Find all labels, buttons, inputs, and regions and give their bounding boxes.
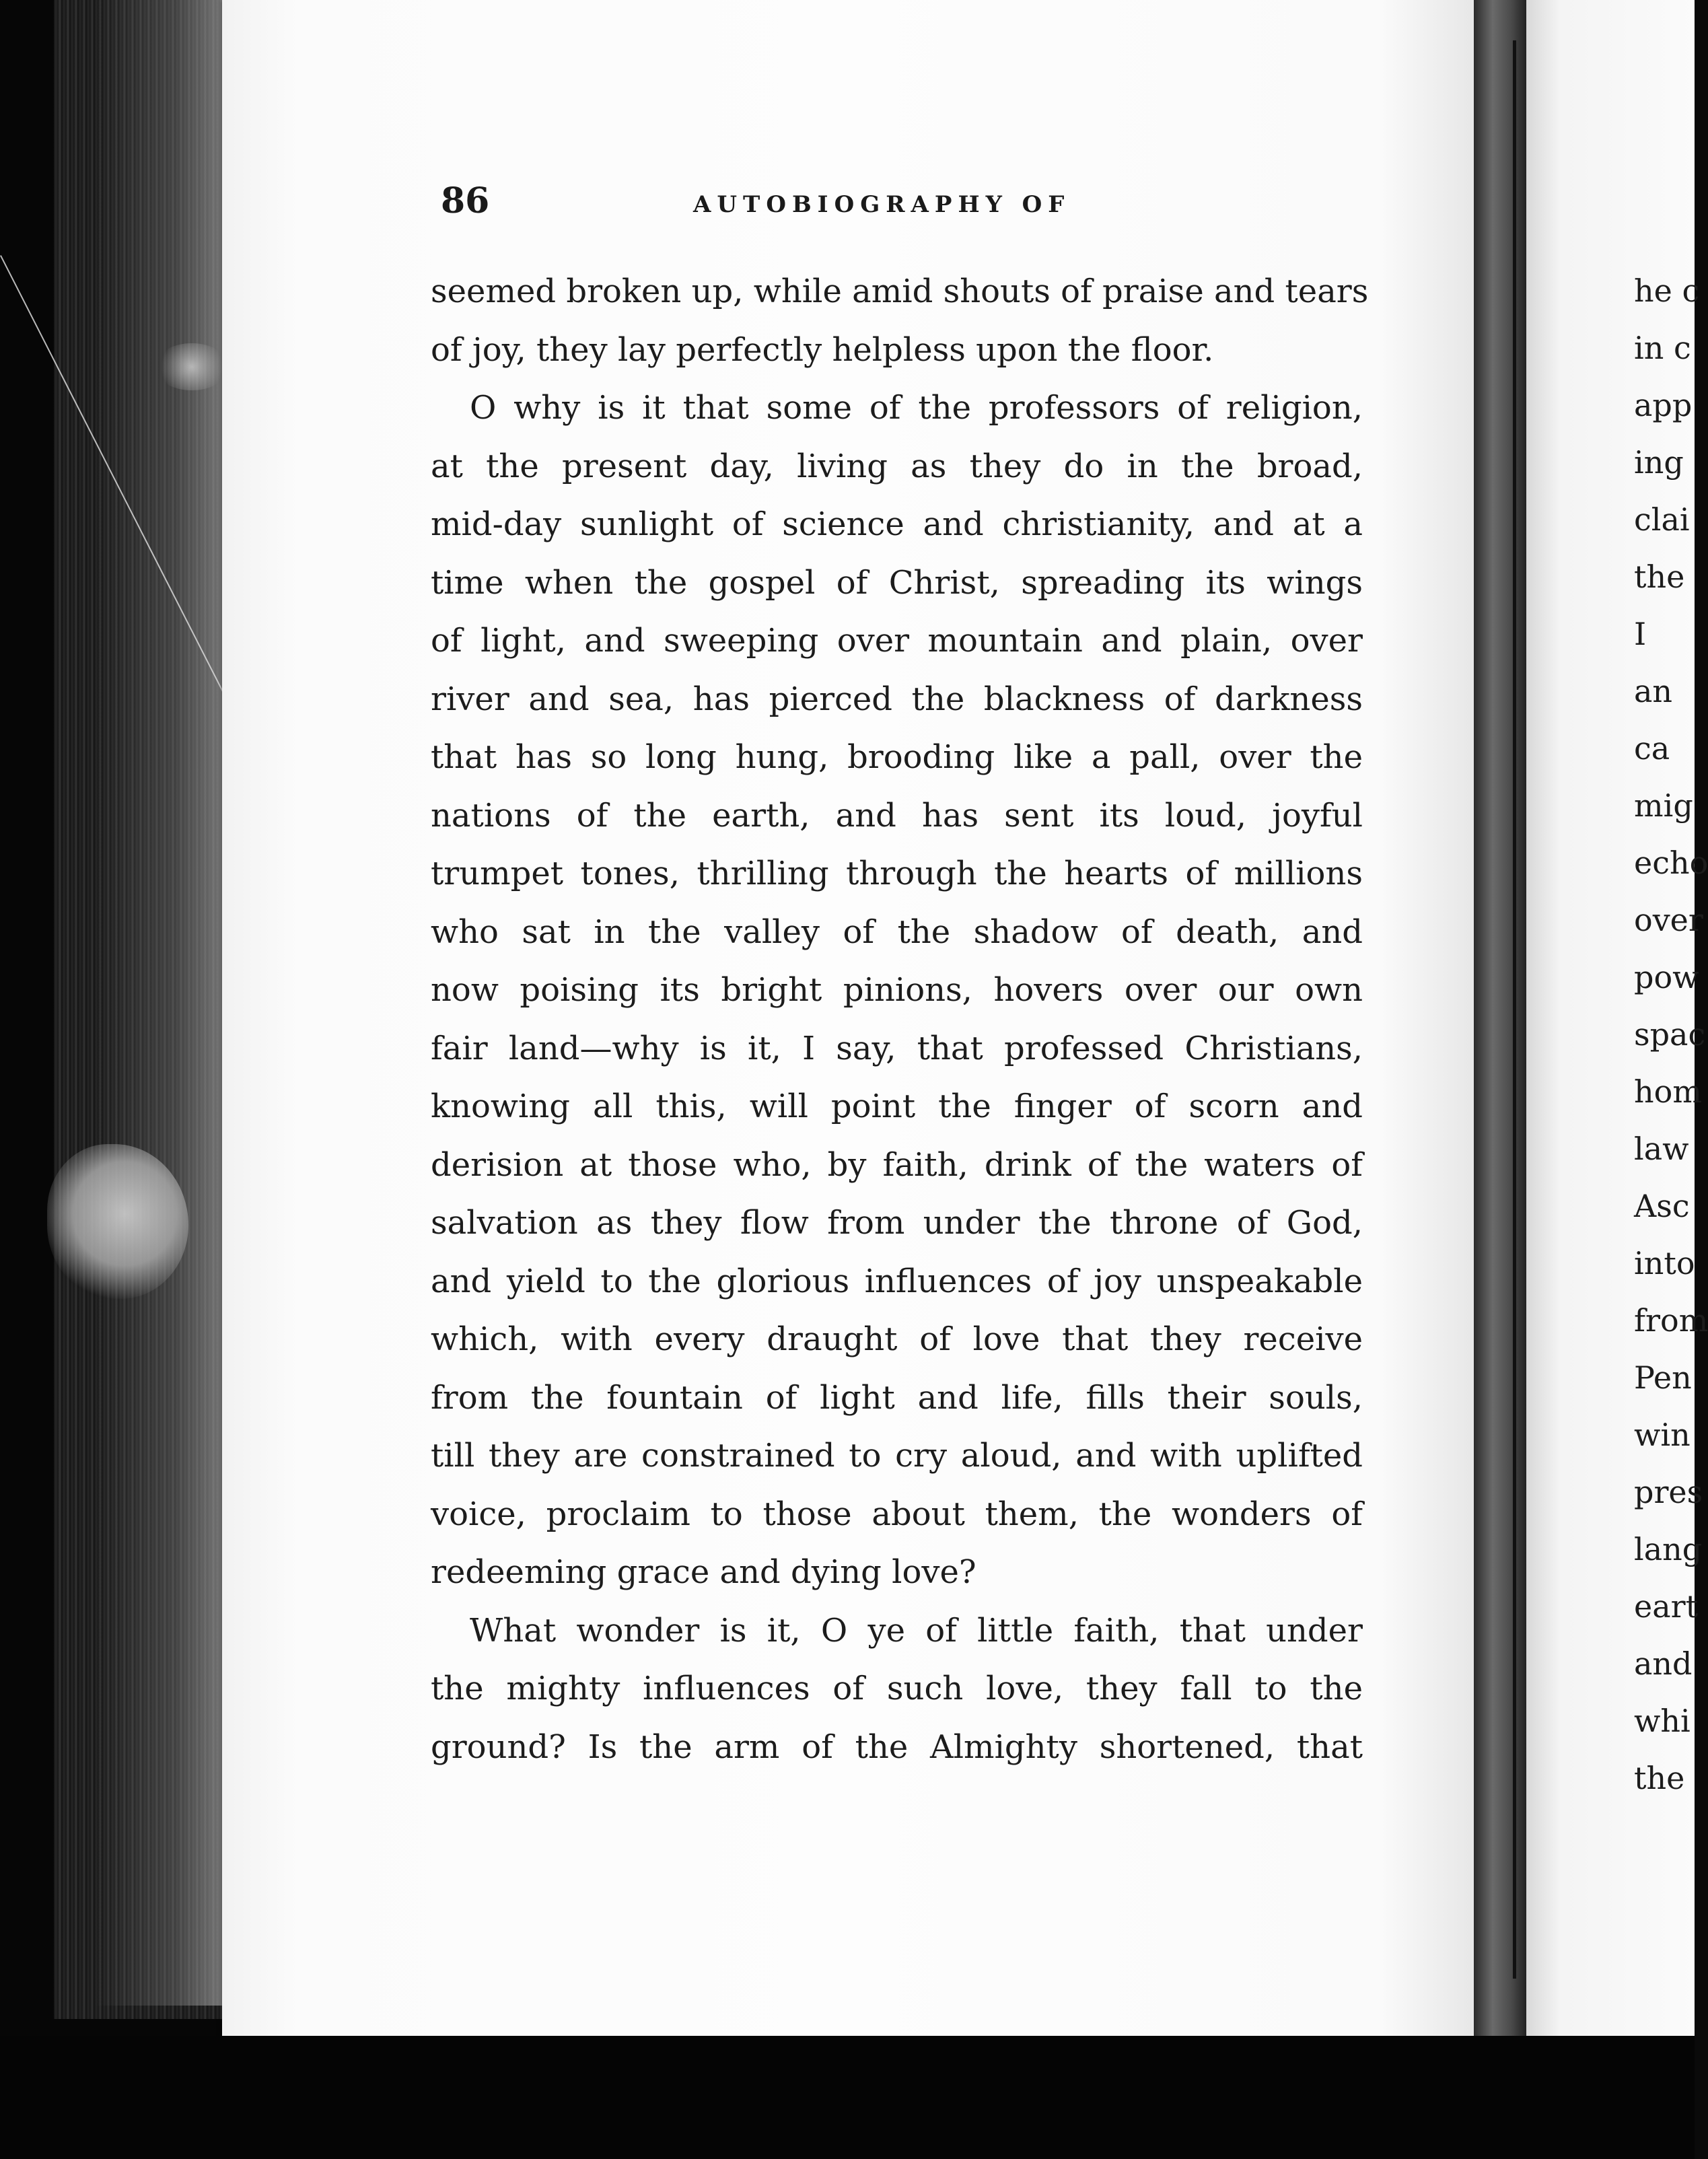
text-line: from the fountain of light and life, fills their souls,: [431, 1378, 1363, 1417]
text-line: redeeming grace and dying love?: [431, 1553, 976, 1591]
facing-page-text: [1634, 262, 1708, 1807]
facing-text-fragment: app: [1634, 387, 1693, 423]
text-line: seemed broken up, while amid shouts of praise and tears: [431, 273, 1369, 310]
facing-text-fragment: pow: [1634, 959, 1699, 995]
facing-text-fragment: Asc: [1634, 1188, 1690, 1224]
facing-text-fragment: win: [1634, 1417, 1691, 1453]
facing-text-fragment: pres: [1634, 1474, 1703, 1510]
facing-text-fragment: into: [1634, 1245, 1695, 1281]
facing-text-fragment: in c: [1634, 330, 1691, 366]
text-line: derision at those who, by faith, drink of the waters of: [431, 1145, 1363, 1184]
facing-text-fragment: he c: [1634, 273, 1700, 309]
facing-text-fragment: the: [1634, 1760, 1685, 1796]
facing-text-fragment: law: [1634, 1131, 1689, 1167]
page-header: [441, 180, 1383, 234]
text-line: nations of the earth, and has sent its loud, joyful: [431, 796, 1363, 835]
facing-text-fragment: lang: [1634, 1531, 1703, 1567]
text-line: voice, proclaim to those about them, the wonders of: [431, 1495, 1363, 1533]
text-line: trumpet tones, thrilling through the hearts of millions: [431, 855, 1363, 892]
facing-text-fragment: the: [1634, 559, 1685, 595]
facing-text-fragment: clai: [1634, 501, 1690, 538]
facing-text-fragment: ing: [1634, 444, 1684, 481]
facing-text-fragment: I: [1634, 616, 1647, 652]
text-line: of light, and sweeping over mountain and plain, over: [431, 622, 1363, 660]
facing-text-fragment: whi: [1634, 1703, 1691, 1739]
text-line: who sat in the valley of the shadow of death, and: [431, 913, 1363, 951]
scan-bottom-border: [0, 2036, 1695, 2159]
page-number: 86: [441, 180, 490, 221]
text-line: What wonder is it, O ye of little faith, that under: [470, 1611, 1363, 1650]
text-line: at the present day, living as they do in the broad,: [431, 447, 1363, 485]
body-text: [431, 262, 1369, 1776]
facing-text-fragment: an: [1634, 673, 1673, 709]
facing-text-fragment: echo: [1634, 845, 1708, 881]
text-line: till they are constrained to cry aloud, and with uplifted: [431, 1437, 1363, 1475]
gutter-shadow-line: [1513, 40, 1516, 1979]
facing-text-fragment: over: [1634, 902, 1703, 938]
text-line: mid-day sunlight of science and christianity, and at a: [431, 505, 1363, 543]
left-page-edge-highlight: [94, 0, 229, 2006]
running-head: AUTOBIOGRAPHY OF: [693, 191, 1071, 218]
facing-text-fragment: and: [1634, 1645, 1693, 1682]
text-line: knowing all this, will point the finger of scorn and: [431, 1088, 1363, 1125]
facing-text-fragment: ca: [1634, 730, 1670, 767]
text-line: salvation as they flow from under the throne of God,: [431, 1204, 1363, 1242]
text-line: O why is it that some of the professors of religion,: [470, 389, 1363, 427]
facing-text-fragment: eart: [1634, 1588, 1699, 1625]
text-line: and yield to the glorious influences of joy unspeakable: [431, 1262, 1363, 1300]
text-line: time when the gospel of Christ, spreading its wings: [431, 563, 1363, 602]
text-line: now poising its bright pinions, hovers over our own: [431, 971, 1363, 1009]
facing-text-fragment: hom: [1634, 1073, 1702, 1110]
page-smudge-small: [155, 343, 229, 390]
text-line: that has so long hung, brooding like a pall, over the: [431, 738, 1363, 776]
text-line: the mighty influences of such love, they fall to the: [431, 1670, 1363, 1707]
text-line: which, with every draught of love that they receive: [431, 1320, 1363, 1358]
facing-text-fragment: Pen: [1634, 1359, 1692, 1396]
text-line: river and sea, has pierced the blackness of darkness: [431, 680, 1363, 718]
book-gutter: [1474, 0, 1528, 2039]
text-line: ground? Is the arm of the Almighty shortened, that: [431, 1728, 1363, 1766]
facing-text-fragment: spac: [1634, 1016, 1706, 1053]
text-line: fair land—why is it, I say, that professed Christians,: [431, 1029, 1363, 1067]
text-line: of joy, they lay perfectly helpless upon the floor.: [431, 330, 1214, 369]
facing-text-fragment: mig: [1634, 787, 1693, 824]
facing-text-fragment: from: [1634, 1302, 1708, 1339]
